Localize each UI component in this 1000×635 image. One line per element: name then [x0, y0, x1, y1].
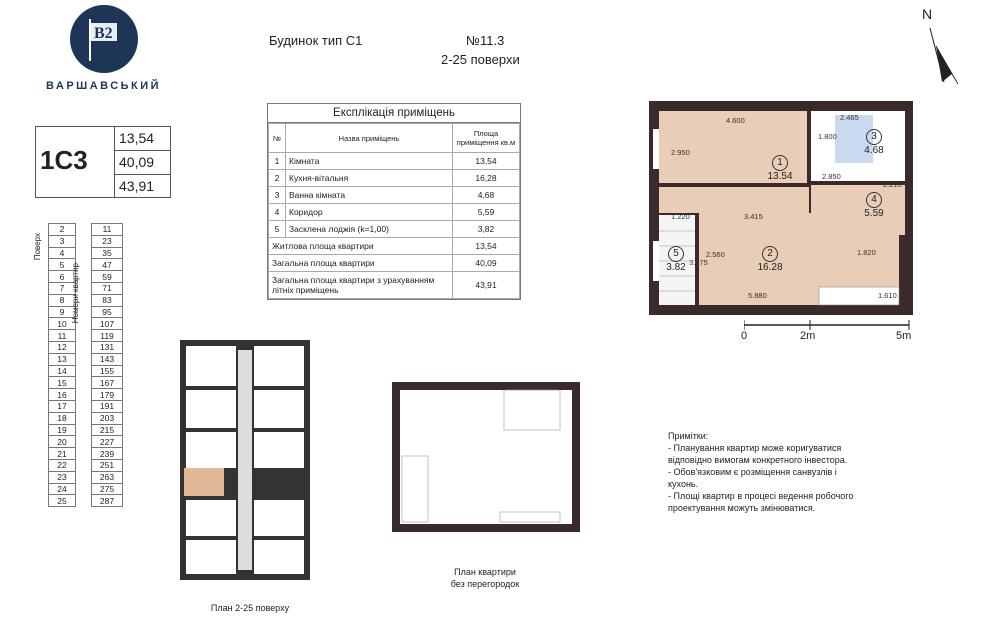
apartment-number: 83: [92, 294, 123, 306]
floor-number: 17: [49, 400, 76, 412]
explication-row: [269, 204, 520, 221]
apartment-number: 95: [92, 306, 123, 318]
row-name: Кухня-вітальня: [286, 170, 453, 187]
dimension: 2.210: [883, 180, 902, 189]
dimension: 4.600: [726, 116, 745, 125]
scale-mid: 2m: [800, 330, 816, 342]
room-area: 4.68: [864, 145, 884, 156]
room-number: 3: [866, 129, 882, 145]
room-area: 5.59: [864, 208, 884, 219]
floor-row: [49, 365, 123, 377]
floor-number: 21: [49, 448, 76, 460]
scale-end: 5m: [896, 330, 912, 342]
floor-row: [49, 306, 123, 318]
apartment-type-code: 1С3: [40, 145, 88, 175]
floor-row: [49, 400, 123, 412]
apartment-number: 191: [92, 400, 123, 412]
row-name: Ванна кімната: [286, 187, 453, 204]
dimension: 1.820: [857, 248, 876, 257]
dimension: 2.950: [671, 148, 690, 157]
apartment-number: 107: [92, 318, 123, 330]
floor-number: 24: [49, 483, 76, 495]
spacer: [76, 365, 92, 377]
row-name: Коридор: [286, 204, 453, 221]
spacer: [76, 400, 92, 412]
floor-row: [49, 224, 123, 236]
room-number: 2: [762, 246, 778, 262]
note-item: - Обов'язковим є розміщення санвузлів і кухонь.: [668, 467, 837, 489]
apartment-number: 155: [92, 365, 123, 377]
floor-row: [49, 389, 123, 401]
north-label: N: [922, 6, 933, 22]
floor-row: [49, 330, 123, 342]
scale-zero: 0: [741, 330, 748, 342]
apartment-number: 263: [92, 471, 123, 483]
notes: [668, 430, 858, 514]
room-2-label: [750, 246, 790, 273]
row-area: 5,59: [453, 204, 520, 221]
floor-row: [49, 318, 123, 330]
type-value-total-summer: 43,91: [119, 178, 155, 194]
floor-row: [49, 247, 123, 259]
floor-number: 18: [49, 412, 76, 424]
spacer: [76, 389, 92, 401]
floor-number: 15: [49, 377, 76, 389]
floor-row: [49, 495, 123, 507]
total-area: 40,09: [453, 255, 520, 272]
row-no: 1: [269, 153, 286, 170]
apartment-number: 239: [92, 448, 123, 460]
room-area: 3.82: [666, 262, 686, 273]
total-area: 13,54: [453, 238, 520, 255]
row-area: 16,28: [453, 170, 520, 187]
total-row: [269, 272, 520, 299]
floor-number: 25: [49, 495, 76, 507]
spacer: [76, 459, 92, 471]
scale-bar: [744, 320, 914, 330]
room-number: 1: [772, 155, 788, 171]
col-area: Площа приміщення кв.м: [453, 124, 520, 153]
floor-plan-caption: План 2-25 поверху: [210, 603, 290, 613]
room-1-label: [760, 155, 800, 182]
dimension: 1.220: [671, 212, 690, 221]
dimension: 2.465: [840, 113, 859, 122]
spacer: [76, 224, 92, 236]
dimension: 1.610: [878, 291, 897, 300]
open-plan-caption-2: без перегородок: [450, 579, 520, 589]
floor-row: [49, 436, 123, 448]
dimension: 1.800: [818, 132, 837, 141]
floor-number: 10: [49, 318, 76, 330]
room-5-label: [661, 246, 691, 273]
floor-row: [49, 412, 123, 424]
north-arrow-icon: [922, 24, 962, 86]
explication-table: [267, 103, 521, 300]
total-name: Житлова площа квартири: [269, 238, 453, 255]
dimension: 3.415: [744, 212, 763, 221]
apartment-number: 287: [92, 495, 123, 507]
apartment-number: 119: [92, 330, 123, 342]
spacer: [76, 448, 92, 460]
floor-row: [49, 448, 123, 460]
open-plan: [392, 382, 580, 532]
room-area: 13.54: [767, 171, 793, 182]
apartments-axis-label: Номери квартир: [71, 263, 80, 324]
floor-number: 16: [49, 389, 76, 401]
spacer: [76, 495, 92, 507]
spacer: [76, 483, 92, 495]
row-no: 4: [269, 204, 286, 221]
dimension: 2.850: [822, 172, 841, 181]
logo-emblem: [70, 5, 138, 73]
spacer: [76, 436, 92, 448]
floor-row: [49, 271, 123, 283]
room-3-label: [854, 129, 894, 156]
floors-range: 2-25 поверхи: [441, 52, 520, 67]
floor-row: [49, 353, 123, 365]
floor-row: [49, 341, 123, 353]
building-number: №11.3: [466, 33, 505, 48]
apartment-number: 59: [92, 271, 123, 283]
row-name: Засклена лоджія (k=1,00): [286, 221, 453, 238]
spacer: [76, 353, 92, 365]
apartment-number: 143: [92, 353, 123, 365]
row-no: 3: [269, 187, 286, 204]
apartment-type-box: [35, 126, 171, 198]
row-area: 4,68: [453, 187, 520, 204]
explication-row: [269, 221, 520, 238]
spacer: [76, 235, 92, 247]
spacer: [76, 330, 92, 342]
spacer: [76, 471, 92, 483]
open-plan-caption-1: План квартири: [454, 567, 516, 577]
row-name: Кімната: [286, 153, 453, 170]
floor-number: 6: [49, 271, 76, 283]
col-no: №: [269, 124, 286, 153]
row-no: 2: [269, 170, 286, 187]
floor-row: [49, 483, 123, 495]
floor-number: 19: [49, 424, 76, 436]
apartment-number: 215: [92, 424, 123, 436]
apartment-number: 47: [92, 259, 123, 271]
dimension: 5.880: [748, 291, 767, 300]
explication-row: [269, 170, 520, 187]
explication-row: [269, 187, 520, 204]
notes-title: Примітки:: [668, 431, 709, 441]
floor-row: [49, 294, 123, 306]
apartment-number: 275: [92, 483, 123, 495]
total-row: [269, 255, 520, 272]
row-area: 13,54: [453, 153, 520, 170]
room-number: 4: [866, 192, 882, 208]
dimension: 3.075: [689, 258, 708, 267]
floors-axis-label: Поверх: [33, 233, 42, 261]
room-area: 16.28: [757, 262, 783, 273]
floor-number: 22: [49, 459, 76, 471]
floor-number: 8: [49, 294, 76, 306]
logo-letters: B2: [94, 25, 113, 42]
building-type: Будинок тип С1: [269, 33, 363, 48]
floor-row: [49, 459, 123, 471]
floor-row: [49, 282, 123, 294]
spacer: [76, 247, 92, 259]
apartment-number: 71: [92, 282, 123, 294]
floor-number: 23: [49, 471, 76, 483]
floor-number: 3: [49, 235, 76, 247]
floor-number: 11: [49, 330, 76, 342]
col-name: Назва приміщень: [286, 124, 453, 153]
row-area: 3,82: [453, 221, 520, 238]
total-row: [269, 238, 520, 255]
floor-number: 5: [49, 259, 76, 271]
spacer: [76, 424, 92, 436]
room-4-label: [854, 192, 894, 219]
floor-number: 13: [49, 353, 76, 365]
total-area: 43,91: [453, 272, 520, 299]
apartment-number: 131: [92, 341, 123, 353]
floor-row: [49, 235, 123, 247]
floor-row: [49, 471, 123, 483]
floor-number: 14: [49, 365, 76, 377]
total-name: Загальна площа квартири: [269, 255, 453, 272]
room-number: 5: [668, 246, 684, 262]
floor-number: 7: [49, 282, 76, 294]
apartment-number: 251: [92, 459, 123, 471]
note-item: - Планування квартир може коригуватися відповідно вимогам конкретного інвестора.: [668, 443, 848, 465]
apartment-number: 23: [92, 235, 123, 247]
floor-row: [49, 377, 123, 389]
floor-number: 9: [49, 306, 76, 318]
spacer: [76, 377, 92, 389]
type-value-total: 40,09: [115, 151, 171, 175]
floor-apartment-table: [35, 223, 123, 507]
explication-title: Експлікація приміщень: [268, 104, 520, 123]
row-no: 5: [269, 221, 286, 238]
brand-name: ВАРШАВСЬКИЙ: [46, 80, 162, 92]
apartment-number: 167: [92, 377, 123, 389]
floor-number: 2: [49, 224, 76, 236]
spacer: [76, 412, 92, 424]
spacer: [76, 341, 92, 353]
floor-row: [49, 424, 123, 436]
apartment-number: 227: [92, 436, 123, 448]
apartment-number: 203: [92, 412, 123, 424]
dimension: 2.560: [706, 250, 725, 259]
floor-number: 4: [49, 247, 76, 259]
apartment-number: 11: [92, 224, 123, 236]
apartment-number: 179: [92, 389, 123, 401]
floor-row: [49, 259, 123, 271]
total-name: Загальна площа квартири з урахуванням літніх приміщень: [269, 272, 453, 299]
floor-plan: [180, 340, 310, 580]
highlighted-apartment: [184, 468, 224, 496]
note-item: - Площі квартир в процесі ведення робочого проектування можуть змінюватися.: [668, 491, 854, 513]
floor-number: 20: [49, 436, 76, 448]
floor-number: 12: [49, 341, 76, 353]
type-value-living: 13,54: [115, 127, 171, 151]
explication-row: [269, 153, 520, 170]
apartment-number: 35: [92, 247, 123, 259]
